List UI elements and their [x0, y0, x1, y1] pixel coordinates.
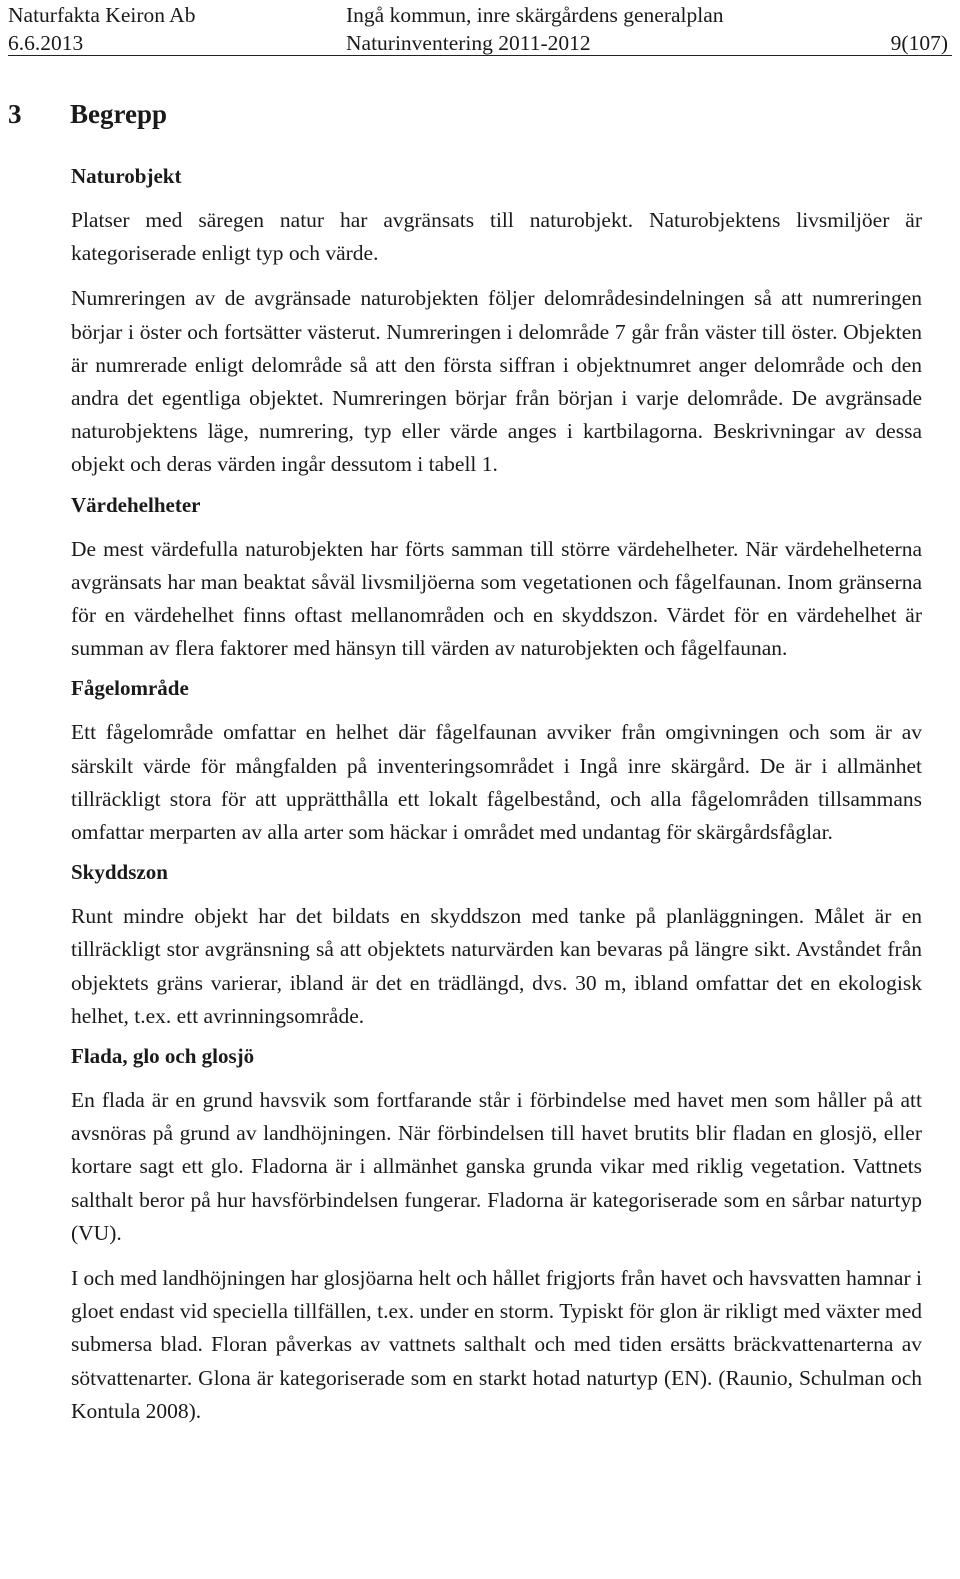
header-date: 6.6.2013 [8, 31, 84, 55]
header-page-number: 9(107) [890, 31, 948, 55]
heading-flada-glo-glosjo: Flada, glo och glosjö [71, 1044, 255, 1069]
paragraph: De mest värdefulla naturobjekten har förts samman till större värdehelheter. När värdehelheterna avgränsats har man beaktat såväl livsmiljöerna som vegetationen och fågelfaunan. Inom gränserna för en värdehelhet finns oftast mellanområden och en skyddszon. Värdet för en värdehelhet är summan av flera faktorer med hänsyn till värden av naturobjekten och fågelfaunan. [71, 536, 922, 661]
header-document-title: Ingå kommun, inre skärgårdens generalplan [346, 3, 724, 27]
heading-vardehelheter: Värdehelheter [71, 492, 201, 517]
heading-skyddszon: Skyddszon [71, 860, 168, 885]
heading-naturobjekt: Naturobjekt [71, 164, 182, 188]
section-heading [8, 97, 167, 131]
section-title: Begrepp [70, 99, 168, 129]
section-number: 3 [8, 99, 22, 129]
header-divider [8, 55, 952, 56]
header-company: Naturfakta Keiron Ab [8, 3, 196, 27]
paragraph: I och med landhöjningen har glosjöarna helt och hållet frigjorts från havet och havsvatten hamnar i gloet endast vid speciella tillfällen, t.ex. under en storm. Typiskt för glon är rikligt med växter med submersa blad. Floran påverkas av vattnets salthalt och med tiden ersätts bräckvattenarterna av sötvattenarter. Glona är kategoriserade som en starkt hotad naturtyp (EN). (Raunio, Schulman och Kontula 2008). [71, 1266, 922, 1423]
paragraph: En flada är en grund havsvik som fortfarande står i förbindelse med havet men som håller på att avsnöras på grund av landhöjningen. När förbindelsen till havet brutits blir fladan en glosjö, eller kortare sagt ett glo. Fladorna är i allmänhet ganska grunda vikar med riklig vegetation. Vattnets salthalt beror på hur havsförbindelsen fungerar. Fladorna är kategoriserade som en sårbar naturtyp (VU). [71, 1088, 922, 1245]
paragraph: Runt mindre objekt har det bildats en skyddszon med tanke på planläggningen. Målet är en tillräckligt stor avgränsning så att objektets naturvärden kan bevaras på längre sikt. Avståndet från objektets gräns varierar, ibland är det en trädlängd, dvs. 30 m, ibland omfattar det en ekologisk helhet, t.ex. ett avrinningsområde. [71, 904, 922, 1028]
paragraph: Numreringen av de avgränsade naturobjekten följer delområdesindelningen så att numreringen börjar i öster och fortsätter västerut. Numreringen i delområde 7 går från väster till öster. Objekten är numrerade enligt delområde så att den första siffran i objektnumret anger delområde och den andra det egentliga objektet. Numreringen börjar från början i varje delområde. De avgränsade naturobjektens läge, numrering, typ eller värde anges i kartbilagorna. Beskrivningar av dessa objekt och deras värden ingår dessutom i tabell 1. [71, 286, 922, 477]
page-header [8, 0, 952, 58]
paragraph: Platser med säregen natur har avgränsats till naturobjekt. Naturobjektens livsmiljöer är kategoriserade enligt typ och värde. [71, 208, 922, 266]
header-document-subtitle: Naturinventering 2011-2012 [346, 31, 591, 55]
main-content [71, 163, 922, 1428]
heading-fagelomrade: Fågelområde [71, 676, 189, 701]
paragraph: Ett fågelområde omfattar en helhet där fågelfaunan avviker från omgivningen och som är av särskilt värde för mångfalden på inventeringsområdet i Ingå inre skärgård. De är i allmänhet tillräckligt stora för att upprätthålla ett lokalt fågelbestånd, och alla fågelområden tillsammans omfattar merparten av alla arter som häckar i området med undantag för skärgårdsfåglar. [71, 720, 922, 845]
